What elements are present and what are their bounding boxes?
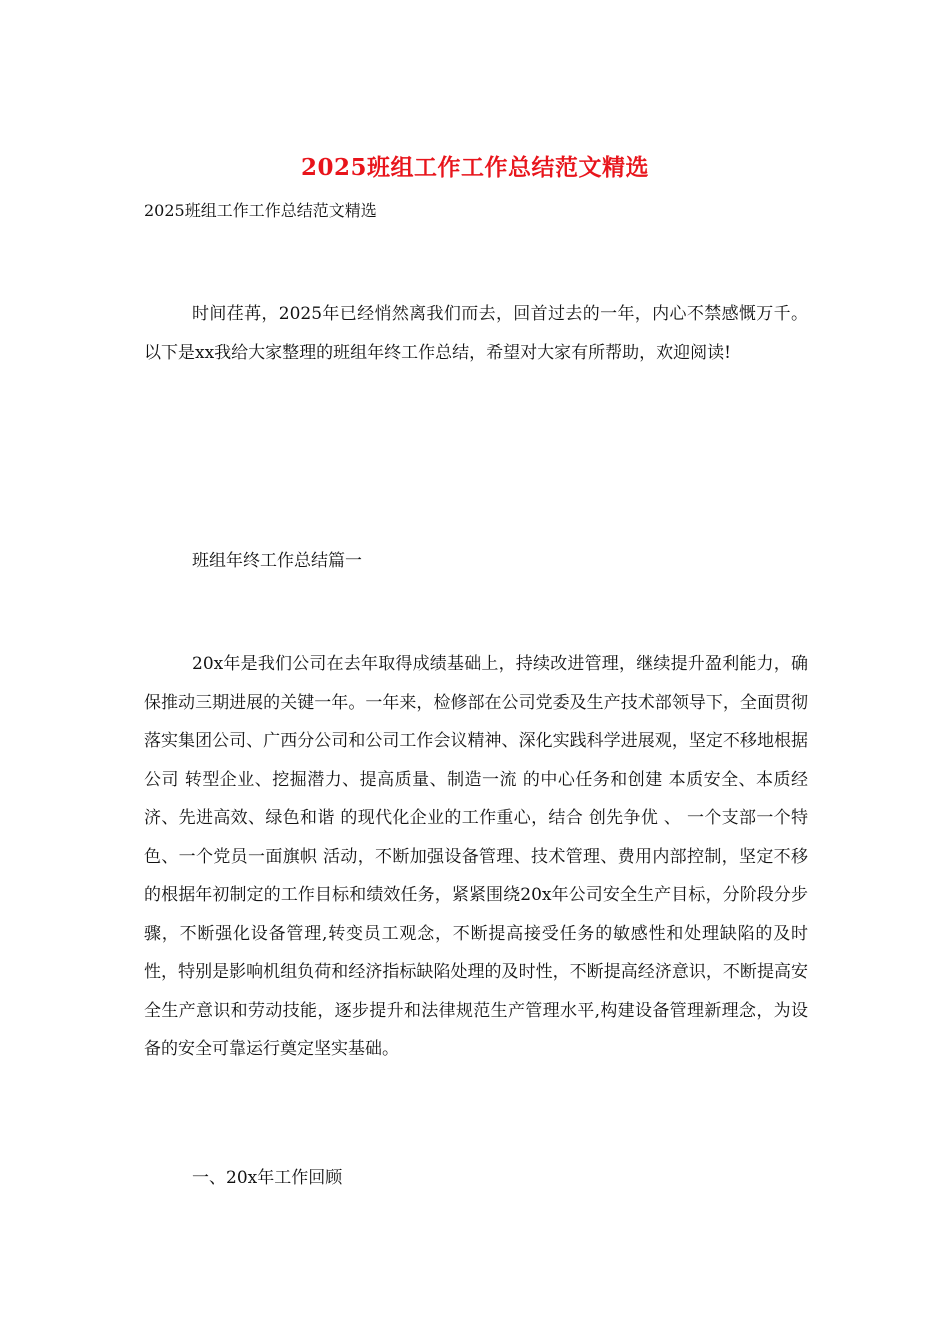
body-paragraph: 20x年是我们公司在去年取得成绩基础上，持续改进管理，继续提升盈利能力，确保推动三期进展的关键一年。一年来，检修部在公司党委及生产技术部领导下，全面贯彻落实集团公司、广西分公司和公司工作会议精神、深化实践科学进展观，坚定不移地根据公司 转型企业、挖掘潜力、提高质量、制造一流 的中心任务和创建 本质安全、本质经济、先进高效、绿色和谐 的现代化企业的工作重心，结合 创先争优 、 一个支部一个特色、一个党员一面旗帜 活动，不断加强设备管理、技术管理、费用内部控制，坚定不移的根据年初制定的工作目标和绩效任务，紧紧围绕20x年公司安全生产目标，分阶段分步骤，不断强化设备管理,转变员工观念，不断提高接受任务的敏感性和处理缺陷的及时性，特别是影响机组负荷和经济指标缺陷处理的及时性，不断提高经济意识，不断提高安全生产意识和劳动技能，逐步提升和法律规范生产管理水平,构建设备管理新理念，为设备的安全可靠运行奠定坚实基础。 [144, 654, 808, 1059]
intro-paragraph: 时间荏苒，2025年已经悄然离我们而去，回首过去的一年，内心不禁感慨万千。以下是xx我给大家整理的班组年终工作总结，希望对大家有所帮助，欢迎阅读! [144, 304, 808, 363]
document-title: 2025班组工作工作总结范文精选 [300, 154, 649, 181]
document-subtitle: 2025班组工作工作总结范文精选 [144, 201, 377, 220]
subsection-heading: 一、20x年工作回顾 [192, 1168, 343, 1188]
section-heading: 班组年终工作总结篇一 [192, 551, 362, 571]
